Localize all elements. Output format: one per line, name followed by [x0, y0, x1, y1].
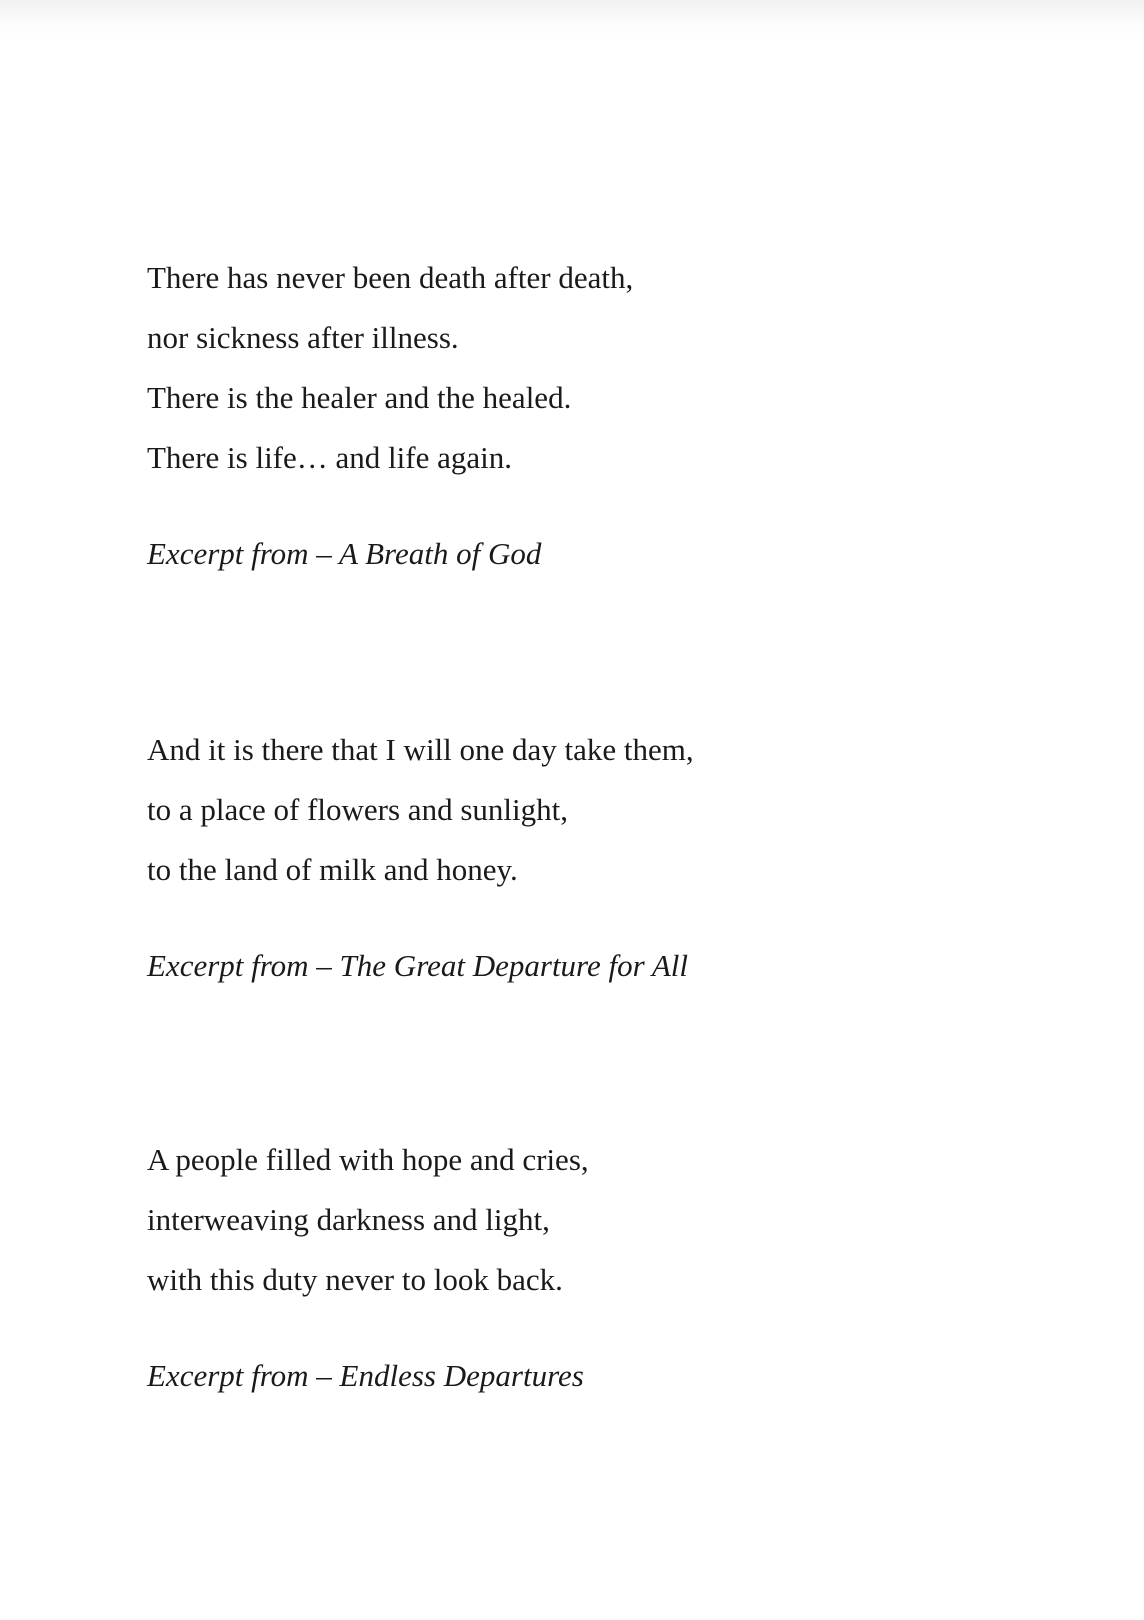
excerpt-attribution: Excerpt from – The Great Departure for All — [147, 948, 689, 983]
excerpt-block — [147, 1130, 1047, 1396]
excerpt-attribution: Excerpt from – A Breath of God — [147, 536, 542, 571]
verse-line: with this duty never to look back. — [147, 1262, 563, 1297]
verse-line: And it is there that I will one day take them, — [147, 732, 694, 767]
excerpt-block — [147, 720, 1047, 986]
excerpt-block — [147, 248, 1047, 574]
excerpt-attribution: Excerpt from – Endless Departures — [147, 1358, 584, 1393]
verse-line: There is the healer and the healed. — [147, 380, 572, 415]
verse-line: There has never been death after death, — [147, 260, 634, 295]
verse-line: to a place of flowers and sunlight, — [147, 792, 568, 827]
page-top-shadow — [0, 0, 1144, 40]
verse-line: A people filled with hope and cries, — [147, 1142, 589, 1177]
verse-line: interweaving darkness and light, — [147, 1202, 550, 1237]
verse-line: to the land of milk and honey. — [147, 852, 518, 887]
verse-line: nor sickness after illness. — [147, 320, 459, 355]
verse-line: There is life… and life again. — [147, 440, 512, 475]
